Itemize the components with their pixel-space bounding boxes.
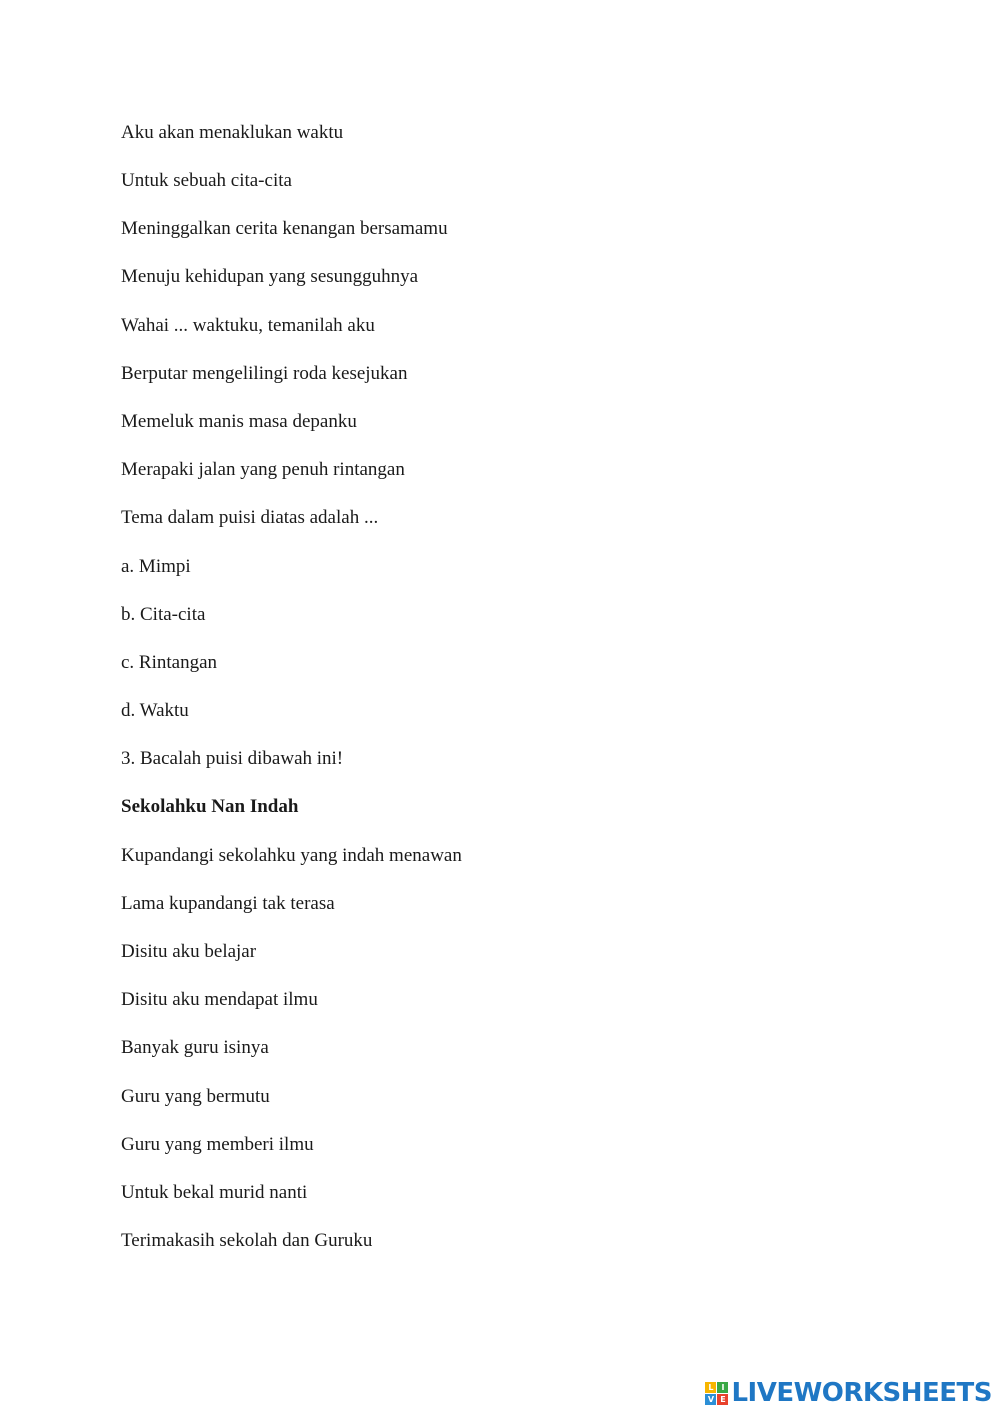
instruction-3: 3. Bacalah puisi dibawah ini!	[121, 748, 344, 769]
poem-line: Memeluk manis masa depanku	[121, 411, 357, 432]
poem-line: Guru yang bermutu	[121, 1086, 270, 1107]
logo-mark-icon	[705, 1382, 728, 1405]
logo-text: LIVEWORKSHEETS	[731, 1378, 992, 1408]
poem-line: Disitu aku belajar	[121, 941, 257, 962]
logo-letter-l: L	[705, 1382, 716, 1393]
question-text: Tema dalam puisi diatas adalah ...	[121, 507, 379, 528]
poem-line: Merapaki jalan yang penuh rintangan	[121, 459, 405, 480]
poem-line: Aku akan menaklukan waktu	[121, 122, 344, 143]
poem-line: Disitu aku mendapat ilmu	[121, 989, 318, 1010]
answer-option-c: c. Rintangan	[121, 652, 218, 673]
poem-line: Untuk sebuah cita-cita	[121, 170, 292, 191]
poem-line: Banyak guru isinya	[121, 1037, 269, 1058]
answer-option-d: d. Waktu	[121, 700, 189, 721]
poem-line: Untuk bekal murid nanti	[121, 1182, 308, 1203]
poem-line: Kupandangi sekolahku yang indah menawan	[121, 845, 462, 866]
poem-line: Berputar mengelilingi roda kesejukan	[121, 363, 408, 384]
answer-option-b: b. Cita-cita	[121, 604, 206, 625]
poem-title: Sekolahku Nan Indah	[121, 796, 299, 817]
liveworksheets-logo	[705, 1378, 992, 1408]
poem-line: Terimakasih sekolah dan Guruku	[121, 1230, 373, 1251]
poem-line: Menuju kehidupan yang sesungguhnya	[121, 266, 419, 287]
poem-line: Guru yang memberi ilmu	[121, 1134, 314, 1155]
poem-line: Meninggalkan cerita kenangan bersamamu	[121, 218, 448, 239]
logo-letter-i: I	[717, 1382, 728, 1393]
answer-option-a: a. Mimpi	[121, 556, 191, 577]
poem-line: Lama kupandangi tak terasa	[121, 893, 335, 914]
logo-letter-v: V	[705, 1394, 716, 1405]
poem-line: Wahai ... waktuku, temanilah aku	[121, 315, 375, 336]
logo-letter-e: E	[717, 1394, 728, 1405]
